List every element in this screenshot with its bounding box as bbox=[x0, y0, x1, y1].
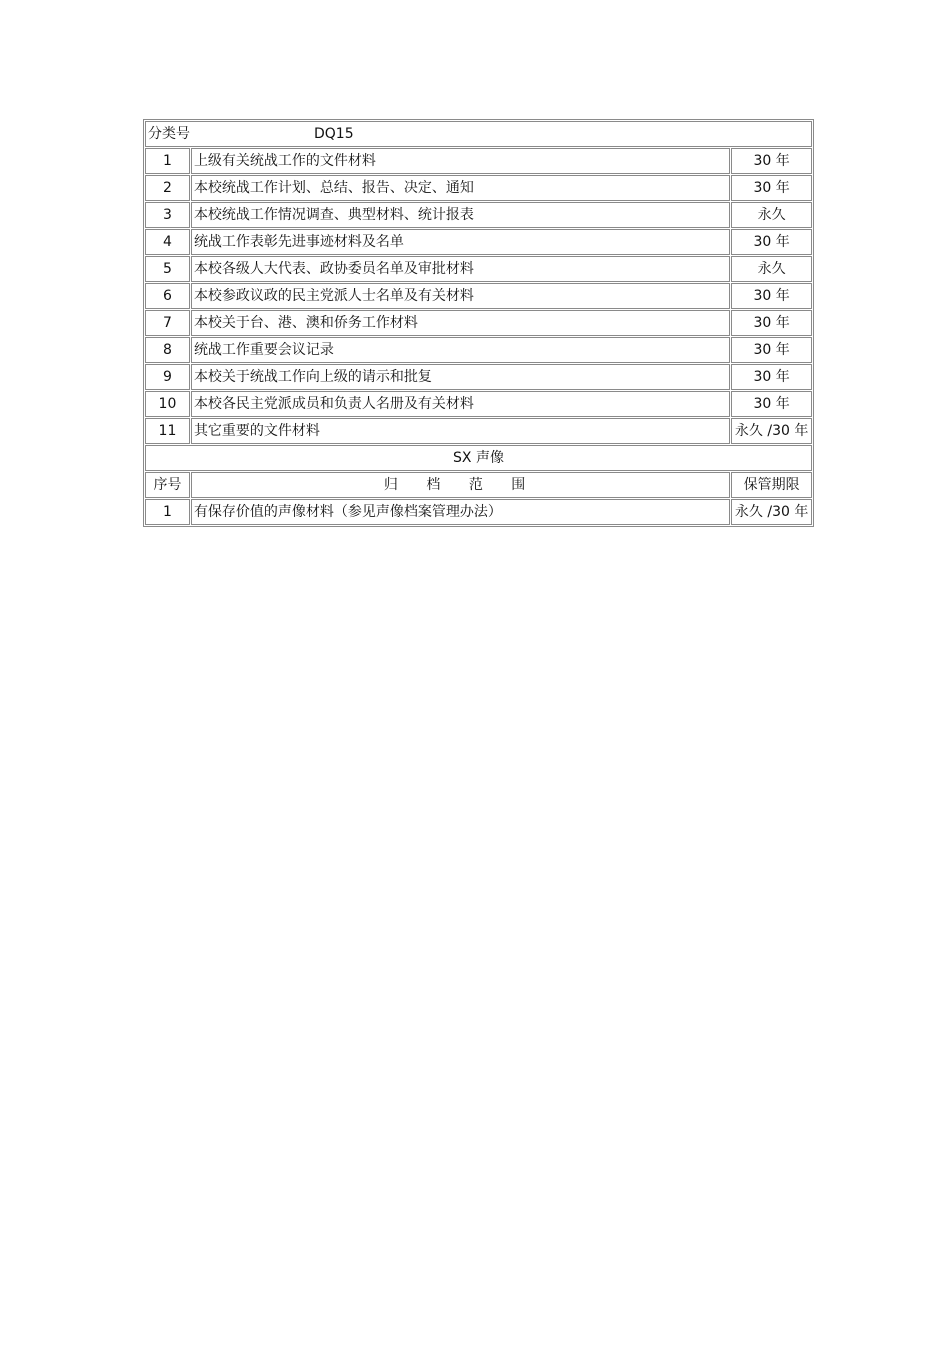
table-row bbox=[145, 175, 812, 201]
row-number: 4 bbox=[145, 229, 190, 255]
row-number: 7 bbox=[145, 310, 190, 336]
retention-period: 30 年 bbox=[731, 175, 812, 201]
header-archive-scope: 归 档 范 围 bbox=[191, 472, 730, 498]
table-row bbox=[145, 283, 812, 309]
archive-scope: 有保存价值的声像材料（参见声像档案管理办法） bbox=[191, 499, 730, 525]
row-number: 1 bbox=[145, 148, 190, 174]
retention-period: 30 年 bbox=[731, 337, 812, 363]
classification-code: DQ15 bbox=[314, 126, 354, 142]
row-number: 1 bbox=[145, 499, 190, 525]
retention-period: 30 年 bbox=[731, 229, 812, 255]
row-number: 2 bbox=[145, 175, 190, 201]
retention-period: 永久 bbox=[731, 202, 812, 228]
table-row bbox=[145, 391, 812, 417]
archive-scope: 本校统战工作情况调查、典型材料、统计报表 bbox=[191, 202, 730, 228]
archive-scope: 本校各民主党派成员和负责人名册及有关材料 bbox=[191, 391, 730, 417]
retention-period: 永久 bbox=[731, 256, 812, 282]
row-number: 10 bbox=[145, 391, 190, 417]
table-row bbox=[145, 364, 812, 390]
row-number: 9 bbox=[145, 364, 190, 390]
retention-period: 30 年 bbox=[731, 364, 812, 390]
retention-period: 30 年 bbox=[731, 148, 812, 174]
section-title-row bbox=[145, 445, 812, 471]
archive-scope: 统战工作重要会议记录 bbox=[191, 337, 730, 363]
row-number: 5 bbox=[145, 256, 190, 282]
archive-scope: 本校参政议政的民主党派人士名单及有关材料 bbox=[191, 283, 730, 309]
section-title: SX 声像 bbox=[145, 445, 812, 471]
archive-scope: 其它重要的文件材料 bbox=[191, 418, 730, 444]
classification-row bbox=[145, 121, 812, 147]
archive-scope: 本校关于台、港、澳和侨务工作材料 bbox=[191, 310, 730, 336]
table-row bbox=[145, 310, 812, 336]
archive-scope: 本校统战工作计划、总结、报告、决定、通知 bbox=[191, 175, 730, 201]
row-number: 3 bbox=[145, 202, 190, 228]
table-row bbox=[145, 202, 812, 228]
classification-label: 分类号 bbox=[148, 126, 190, 142]
table-row bbox=[145, 418, 812, 444]
classification-cell bbox=[145, 121, 812, 147]
retention-period: 永久 /30 年 bbox=[731, 418, 812, 444]
archive-scope: 上级有关统战工作的文件材料 bbox=[191, 148, 730, 174]
retention-period: 30 年 bbox=[731, 391, 812, 417]
archive-scope-table bbox=[143, 119, 814, 527]
table-row bbox=[145, 337, 812, 363]
retention-period: 永久 /30 年 bbox=[731, 499, 812, 525]
table-row bbox=[145, 148, 812, 174]
table-row bbox=[145, 229, 812, 255]
table-row bbox=[145, 256, 812, 282]
row-number: 8 bbox=[145, 337, 190, 363]
retention-period: 30 年 bbox=[731, 310, 812, 336]
header-retention-period: 保管期限 bbox=[731, 472, 812, 498]
table-row bbox=[145, 499, 812, 525]
archive-scope: 统战工作表彰先进事迹材料及名单 bbox=[191, 229, 730, 255]
row-number: 11 bbox=[145, 418, 190, 444]
header-row bbox=[145, 472, 812, 498]
archive-scope: 本校各级人大代表、政协委员名单及审批材料 bbox=[191, 256, 730, 282]
row-number: 6 bbox=[145, 283, 190, 309]
header-number: 序号 bbox=[145, 472, 190, 498]
archive-scope: 本校关于统战工作向上级的请示和批复 bbox=[191, 364, 730, 390]
retention-period: 30 年 bbox=[731, 283, 812, 309]
